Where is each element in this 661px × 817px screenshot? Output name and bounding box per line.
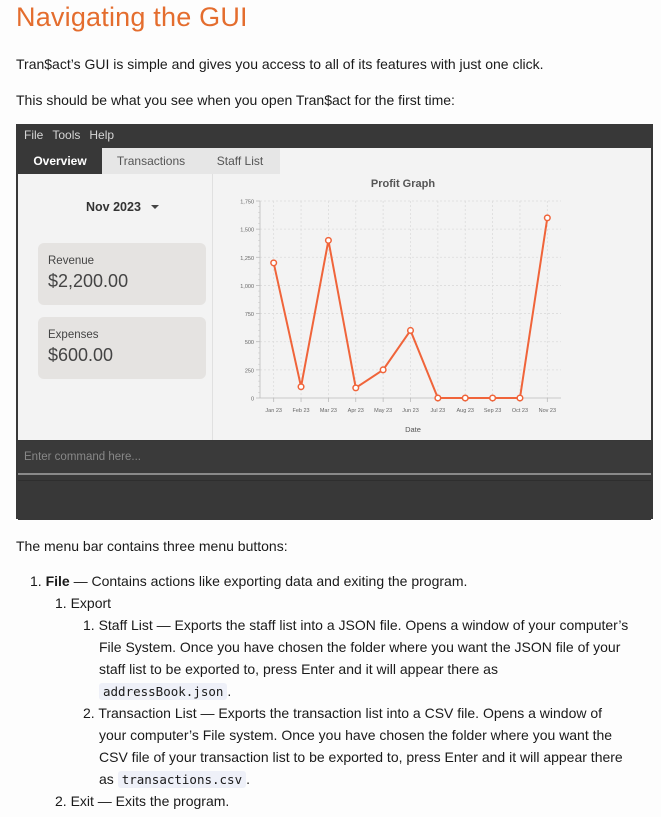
chart-y-tick-label: 0 xyxy=(250,396,254,403)
chart-x-tick-label: Feb 23 xyxy=(292,408,310,414)
code-transactions-csv: transactions.csv xyxy=(118,771,246,788)
profit-chart-svg xyxy=(214,174,651,440)
file-bold: File xyxy=(45,573,70,589)
chart-data-point xyxy=(490,395,496,401)
chart-y-tick-label: 750 xyxy=(244,312,254,319)
chart-data-point xyxy=(298,384,304,390)
command-input[interactable] xyxy=(18,441,651,473)
tab-bar xyxy=(18,148,651,174)
month-select[interactable]: Nov 2023 xyxy=(86,200,141,214)
chart-y-tick-label: 1,000 xyxy=(240,283,254,290)
overview-left-pane xyxy=(18,174,213,440)
chart-x-axis-label: Date xyxy=(405,425,421,434)
tab-overview[interactable]: Overview xyxy=(18,148,102,174)
chart-y-tick-label: 1,250 xyxy=(240,255,254,262)
list-item-exit: 2. Exit — Exits the program. xyxy=(55,793,230,809)
list-item-staff-list: 1. Staff List — Exports the staff list into a JSON file. Opens a window of your computer’s File System. Once you have chosen the folder where you want the JSON file of your staff list to be exported to, press Enter and it will appear there as addressBook.json . xyxy=(83,617,629,699)
expenses-card xyxy=(38,317,206,379)
result-display xyxy=(18,480,651,520)
tab-transactions[interactable]: Transactions xyxy=(102,148,200,174)
chevron-down-icon[interactable] xyxy=(151,205,159,209)
chart-y-tick-label: 500 xyxy=(244,340,254,347)
command-box xyxy=(18,441,651,475)
chart-x-tick-label: Sep 23 xyxy=(483,408,502,414)
chart-title: Profit Graph xyxy=(370,178,436,190)
page-title: Navigating the GUI xyxy=(16,2,248,32)
code-address-book: addressBook.json xyxy=(99,683,227,700)
chart-x-tick-label: Aug 23 xyxy=(456,408,474,414)
revenue-label: Revenue xyxy=(48,255,95,267)
menu-help[interactable]: Help xyxy=(89,128,115,142)
chart-data-point xyxy=(353,385,359,391)
menu-bar xyxy=(16,124,653,146)
chart-x-tick-label: Jun 23 xyxy=(402,408,419,414)
chart-data-point xyxy=(271,260,277,266)
chart-y-tick-label: 1,750 xyxy=(240,199,254,206)
expenses-label: Expenses xyxy=(48,329,99,341)
list-item-transaction-list: 2. Transaction List — Exports the transaction list into a CSV file. Opens a window of your computer’s File system. Once you have chosen the folder where you want the CSV file of your transaction list to be exported to, press Enter and it will appear there as transactions.csv . xyxy=(83,705,623,787)
intro-paragraph: Tran$act’s GUI is simple and gives you access to all of its features with just one click. xyxy=(16,56,544,72)
menu-file[interactable]: File xyxy=(24,128,44,142)
list-item-file: 1. File — Contains actions like exporting data and exiting the program. xyxy=(30,573,468,589)
list-item-export: 1. Export xyxy=(55,595,112,611)
revenue-value: $2,200.00 xyxy=(48,271,129,291)
revenue-card xyxy=(38,243,206,305)
chart-data-point xyxy=(545,215,551,221)
tab-pane xyxy=(18,148,651,440)
chart-x-tick-label: Oct 23 xyxy=(511,408,529,414)
chart-x-tick-label: Mar 23 xyxy=(319,408,337,414)
expenses-value: $600.00 xyxy=(48,345,114,365)
chart-data-point xyxy=(517,395,523,401)
intro-paragraph-2: This should be what you see when you open Tran$act for the first time: xyxy=(16,92,455,108)
chart-data-point xyxy=(462,395,468,401)
profit-chart xyxy=(214,174,651,440)
app-screenshot xyxy=(16,124,653,519)
tab-staff-list[interactable]: Staff List xyxy=(200,148,280,174)
chart-data-point xyxy=(326,238,332,244)
chart-x-tick-label: Jan 23 xyxy=(265,408,282,414)
menu-intro: The menu bar contains three menu buttons: xyxy=(16,538,288,554)
chart-y-tick-label: 1,500 xyxy=(240,227,254,234)
chart-x-tick-label: May 23 xyxy=(374,408,393,414)
chart-data-point xyxy=(408,328,414,334)
chart-data-point xyxy=(380,367,386,373)
chart-data-point xyxy=(435,395,441,401)
chart-x-tick-label: Apr 23 xyxy=(347,408,364,414)
chart-x-tick-label: Nov 23 xyxy=(538,408,557,414)
menu-tools[interactable]: Tools xyxy=(52,128,81,142)
chart-y-tick-label: 250 xyxy=(244,368,254,375)
chart-x-tick-label: Jul 23 xyxy=(430,408,446,414)
